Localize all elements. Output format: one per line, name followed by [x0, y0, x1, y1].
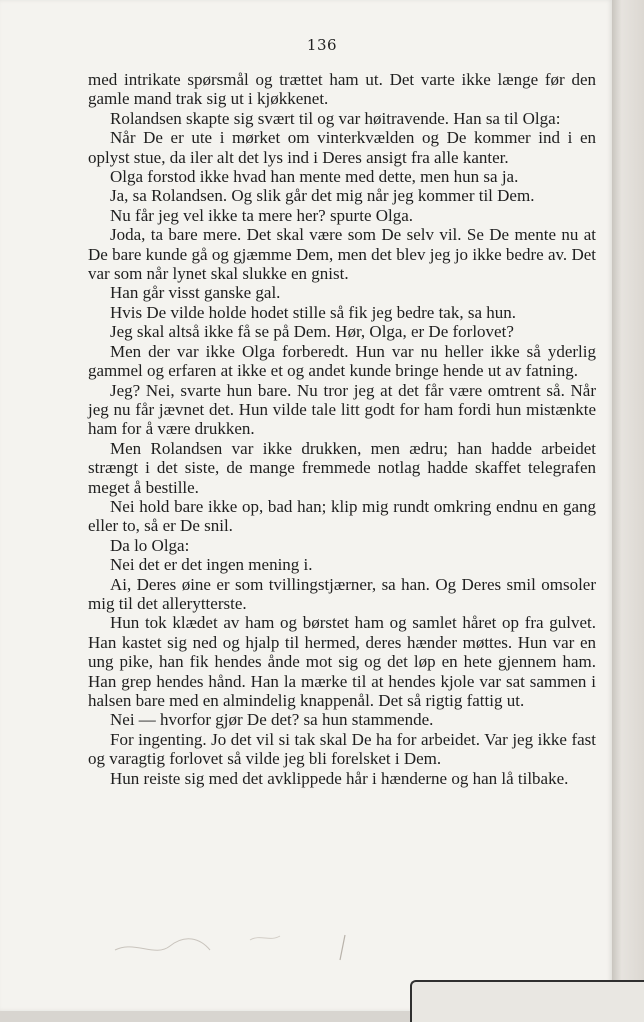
- paragraph: Nei — hvorfor gjør De det? sa hun stammende.: [110, 710, 434, 730]
- paragraph: Ja, sa Rolandsen. Og slik går det mig når jeg kommer til Dem.: [110, 186, 535, 206]
- paragraph: med intrikate spørsmål og trættet ham ut. Det varte ikke længe før den gamle mand trak sig ut i kjøkkenet.: [88, 70, 596, 109]
- paragraph: Ai, Deres øine er som tvillingstjærner, sa han. Og Deres smil omsoler mig til det allerytterste.: [88, 574, 596, 613]
- paragraph: Nu får jeg vel ikke ta mere her? spurte Olga.: [110, 205, 414, 225]
- paragraph: Joda, ta bare mere. Det skal være som De selv vil. Se De mente nu at De bare kunde gå og gjæmme Dem, men det blev jeg jo ikke bedre av. Det var som når lynet skal slukke en gnist.: [88, 225, 596, 284]
- paragraph: For ingenting. Jo det vil si tak skal De ha for arbeidet. Var jeg ikke fast og varagtig forlovet så vilde jeg bli forelsket i Dem.: [88, 729, 596, 769]
- paragraph: Men der var ikke Olga forberedt. Hun var nu heller ikke så yderlig gammel og erfaren at ikke et og andet kunde bringe hende ut av fatning.: [88, 341, 596, 381]
- paragraph: Men Rolandsen var ikke drukken, men ædru; han hadde arbeidet strængt i det siste, de mange fremmede notlag hadde skaffet telegrafen meget å bestille.: [88, 438, 596, 497]
- paragraph: Jeg? Nei, svarte hun bare. Nu tror jeg at det får være omtrent så. Når jeg nu får jævnet det. Hun vilde tale litt godt for ham fordi hun mistænkte ham for å være drukken.: [88, 380, 596, 439]
- page-number: 136: [306, 36, 338, 54]
- paragraph: Jeg skal altså ikke få se på Dem. Hør, Olga, er De forlovet?: [110, 322, 514, 342]
- paragraph: Når De er ute i mørket om vinterkvælden og De kommer ind i en oplyst stue, da iler alt det lys ind i Deres ansigt fra alle kanter.: [88, 128, 596, 167]
- corner-tab: [410, 980, 644, 1022]
- paragraph: Olga forstod ikke hvad han mente med dette, men hun sa ja.: [110, 167, 519, 187]
- page-edge-shadow: [612, 0, 644, 1011]
- pencil-scribble: [110, 920, 370, 980]
- paragraph: Nei det er det ingen mening i.: [110, 555, 313, 575]
- body-text: [88, 70, 596, 788]
- paragraph: Hun tok klædet av ham og børstet ham og samlet håret op fra gulvet. Han kastet sig ned og hjalp til hermed, deres hænder møttes. Hun var en ung pike, han fik hendes ånde mot sig og det løp en hete gjennem ham. Han grep hendes hånd. Han la mærke til at hendes kjole var sat sammen i halsen bare med en almindelig knappenål. Det så rigtig fattig ut.: [88, 613, 596, 710]
- paragraph: Rolandsen skapte sig svært til og var høitravende. Han sa til Olga:: [110, 108, 561, 128]
- paragraph: Han går visst ganske gal.: [110, 283, 281, 303]
- paragraph: Hun reiste sig med det avklippede hår i hænderne og han lå tilbake.: [110, 768, 569, 788]
- paragraph: Hvis De vilde holde hodet stille så fik jeg bedre tak, sa hun.: [110, 302, 517, 322]
- paragraph: Da lo Olga:: [110, 535, 190, 555]
- paragraph: Nei hold bare ikke op, bad han; klip mig rundt omkring endnu en gang eller to, så er De snil.: [88, 496, 596, 536]
